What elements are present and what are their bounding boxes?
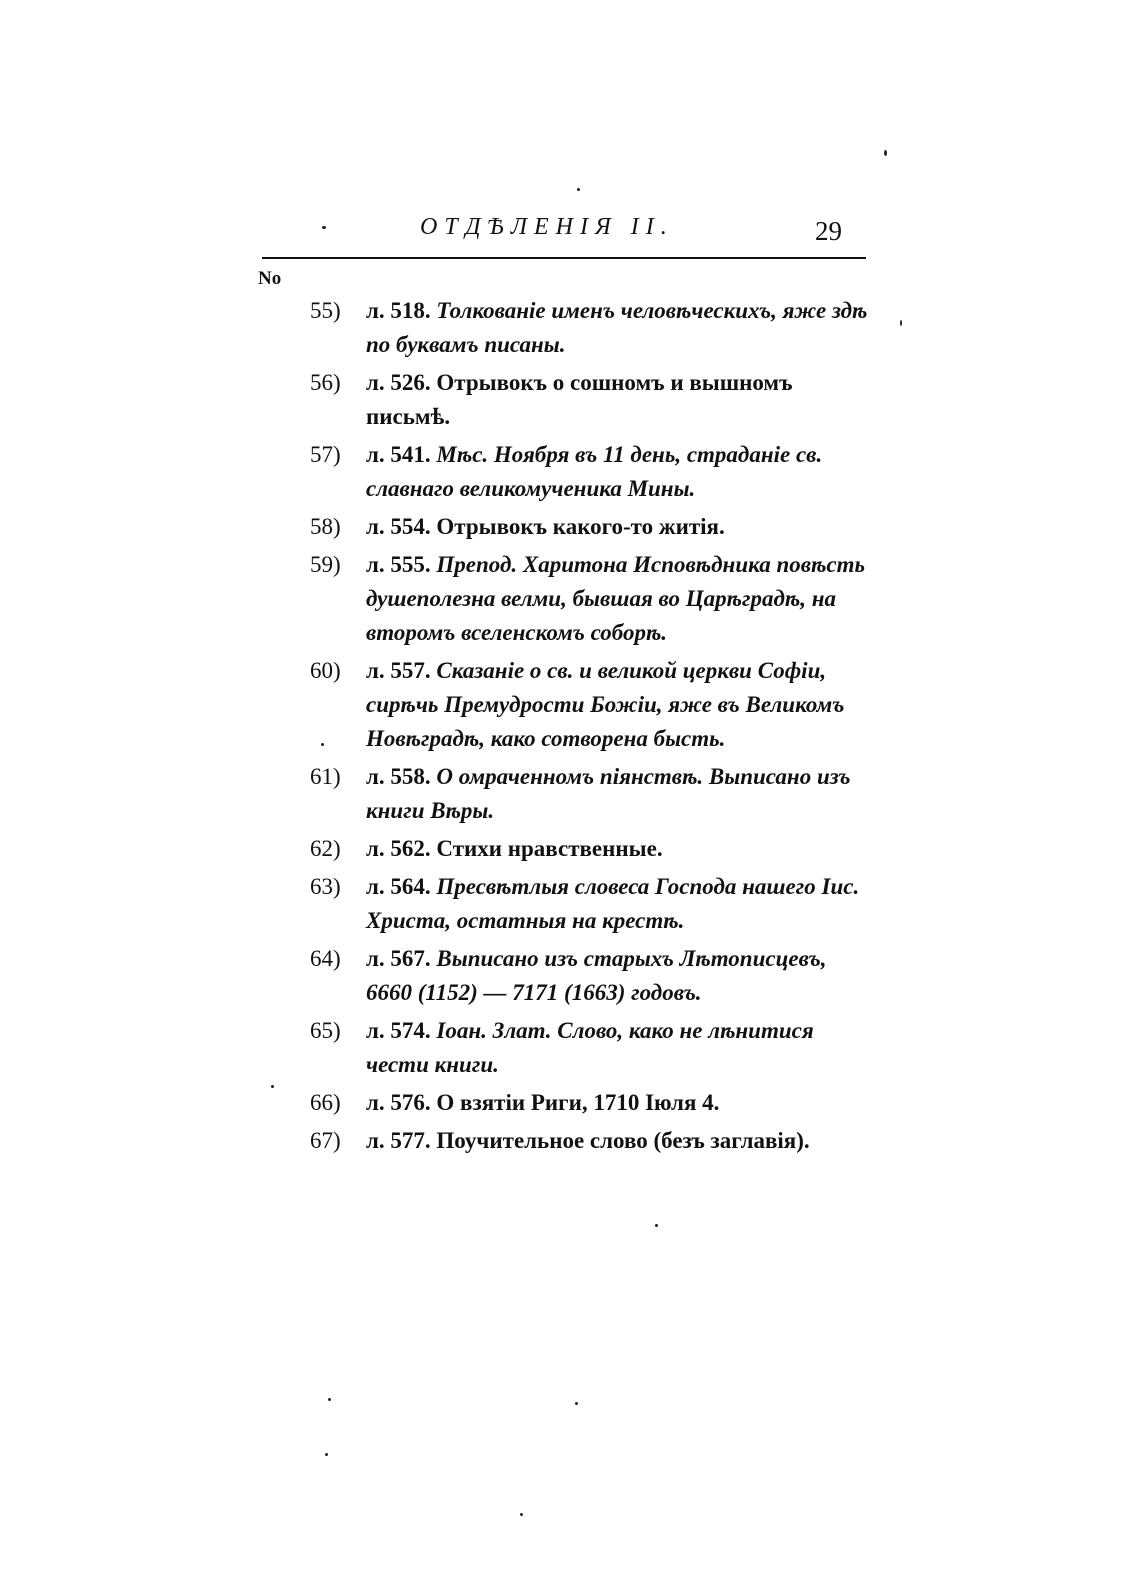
entry-folio: л. 557.	[366, 658, 431, 683]
ink-speck	[577, 188, 580, 191]
ink-speck	[575, 1402, 578, 1405]
entry-folio: л. 577.	[366, 1128, 431, 1153]
list-item	[310, 1086, 875, 1120]
list-item	[310, 1124, 875, 1158]
entry-number: 65)	[310, 1018, 341, 1043]
entry-folio: л. 541.	[366, 442, 431, 467]
list-item	[310, 1014, 875, 1082]
page-number: 29	[815, 216, 842, 246]
entry-title: Отрывокъ о сошномъ и вышномъ письмѣ.	[366, 370, 793, 429]
entry-title: Препод. Харитона Исповѣдника повѣсть душеполезна велми, бывшая во Царѣградѣ, на второмъ вселенскомъ соборѣ.	[366, 552, 865, 645]
entry-number: 59)	[310, 552, 341, 577]
page-header	[262, 214, 866, 254]
list-item	[310, 366, 875, 434]
ink-speck	[520, 1513, 523, 1516]
entry-title: О омраченномъ піянствѣ. Выписано изъ книги Вѣры.	[366, 764, 851, 823]
ink-speck	[322, 226, 326, 229]
entry-folio: л. 555.	[366, 552, 431, 577]
entry-number: 58)	[310, 514, 341, 539]
list-item	[310, 942, 875, 1010]
entry-title: О взятіи Риги, 1710 Іюля 4.	[436, 1090, 720, 1115]
entry-number: 63)	[310, 874, 341, 899]
header-rule	[262, 257, 866, 259]
entry-number: 56)	[310, 370, 341, 395]
entry-title: Іоан. Злат. Слово, како не лѣнитися чести книги.	[366, 1018, 814, 1077]
entry-folio: л. 558.	[366, 764, 431, 789]
entry-folio: л. 562.	[366, 836, 431, 861]
list-item	[310, 654, 875, 756]
entry-folio: л. 576.	[366, 1090, 431, 1115]
entry-title: Поучительное слово (безъ заглавія).	[436, 1128, 810, 1153]
entry-title: Отрывокъ какого-то житія.	[436, 514, 725, 539]
entry-list	[310, 294, 875, 1162]
entry-folio: л. 574.	[366, 1018, 431, 1043]
list-item	[310, 510, 875, 544]
entry-title: Выписано изъ старыхъ Лѣтописцевъ, 6660 (1152) — 7171 (1663) годовъ.	[366, 946, 827, 1005]
ink-speck	[321, 743, 324, 746]
ink-speck	[655, 1224, 658, 1227]
entry-number: 62)	[310, 836, 341, 861]
list-item	[310, 760, 875, 828]
entry-number: 61)	[310, 764, 341, 789]
list-item	[310, 548, 875, 650]
entry-folio: л. 564.	[366, 874, 431, 899]
entry-folio: л. 567.	[366, 946, 431, 971]
entry-folio: л. 526.	[366, 370, 431, 395]
entry-number: 67)	[310, 1128, 341, 1153]
entry-folio: л. 518.	[366, 298, 431, 323]
entry-number: 60)	[310, 658, 341, 683]
running-title: ОТДѢЛЕНІЯ II.	[420, 214, 674, 240]
entry-number: 66)	[310, 1090, 341, 1115]
ink-speck	[271, 1085, 274, 1088]
ink-speck	[328, 1398, 331, 1401]
entry-folio: л. 554.	[366, 514, 431, 539]
column-label: No	[258, 268, 282, 289]
entry-number: 64)	[310, 946, 341, 971]
ink-speck	[325, 1453, 328, 1456]
entry-title: Стихи нравственные.	[436, 836, 663, 861]
list-item	[310, 832, 875, 866]
entry-number: 57)	[310, 442, 341, 467]
entry-title: Сказаніе о св. и великой церкви Софіи, сирѣчь Премудрости Божіи, яже въ Великомъ Новѣградѣ, како сотворена бысть.	[366, 658, 845, 751]
list-item	[310, 294, 875, 362]
list-item	[310, 870, 875, 938]
entry-title: Толкованіе именъ человѣческихъ, яже здѣ по буквамъ писаны.	[366, 298, 868, 357]
ink-speck	[900, 320, 902, 326]
entry-title: Пресвѣтлыя словеса Господа нашего Іис. Христа, остатныя на крестѣ.	[366, 874, 860, 933]
list-item	[310, 438, 875, 506]
entry-number: 55)	[310, 298, 341, 323]
ink-speck	[884, 150, 887, 156]
entry-title: Мѣс. Ноября въ 11 день, страданіе св. славнаго великомученика Мины.	[366, 442, 823, 501]
